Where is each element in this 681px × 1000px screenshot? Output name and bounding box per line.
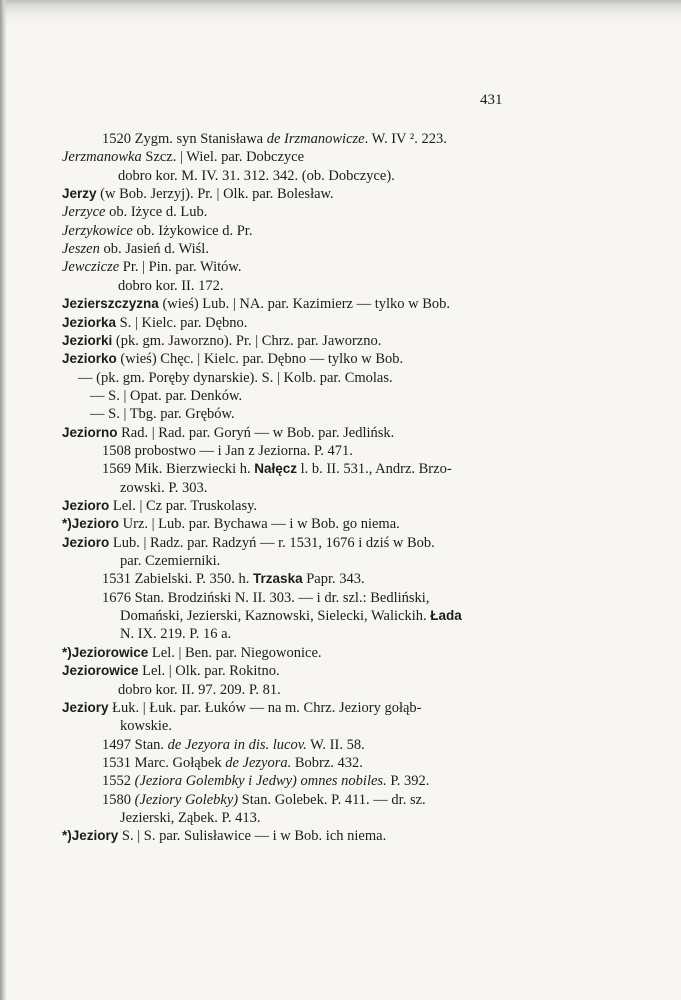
text-line	[120, 607, 462, 625]
text-line	[62, 644, 322, 662]
text-line	[118, 277, 224, 295]
entry-text: Lel. | Olk. par. Rokitno.	[138, 663, 280, 680]
text-line	[102, 130, 447, 148]
entry-text: — (pk. gm. Poręby dynarskie). S. | Kolb. par. Cmolas.	[78, 369, 393, 386]
entry-text: kowskie.	[120, 718, 172, 735]
text-line	[62, 662, 280, 680]
entry-headword: Jezierszczyzna	[62, 296, 159, 312]
text-line	[90, 405, 235, 423]
italic-text: de Jezyora.	[225, 754, 292, 771]
entry-headword: Jeziorowice	[62, 663, 139, 679]
entry-text: Papr. 343.	[302, 571, 365, 588]
entry-headword: Jeziorno	[62, 424, 118, 440]
entry-headword: Jeziorka	[62, 314, 117, 330]
entry-text: dobro kor. II. 172.	[118, 277, 224, 294]
entry-text: 1569 Mik. Bierzwiecki h.	[102, 461, 255, 478]
text-line	[62, 295, 450, 313]
text-line	[62, 222, 252, 240]
entry-text: Domański, Jezierski, Kaznowski, Sielecki, Walickih.	[120, 608, 431, 625]
text-line	[102, 589, 429, 607]
entry-headword: *)Jeziorowice	[62, 644, 149, 660]
entry-text: — S. | Opat. par. Denków.	[90, 387, 243, 404]
text-line	[102, 442, 353, 460]
text-line	[62, 534, 435, 552]
text-line	[120, 809, 261, 827]
entry-headword: Jeziorko	[62, 351, 117, 367]
entry-text: (wieś) Chęc. | Kielc. par. Dębno — tylko w Bob.	[116, 351, 404, 368]
entry-text: Urz. | Lub. par. Bychawa — i w Bob. go niema.	[119, 516, 400, 533]
text-line	[102, 736, 365, 754]
entry-text: Lel. | Cz par. Truskolasy.	[109, 498, 258, 514]
entry-text: Pr. | Pin. par. Witów.	[119, 259, 242, 276]
page-number: 431	[480, 92, 503, 108]
entry-headword: Trzaska	[253, 571, 303, 587]
text-line	[62, 497, 257, 515]
scan-shadow-top	[0, 0, 681, 24]
text-line	[62, 332, 381, 350]
text-line	[62, 240, 209, 258]
entry-text: 1676 Stan. Brodziński N. II. 303. — i dr. szl.: Bedliński,	[102, 589, 430, 606]
entry-text: (pk. gm. Jaworzno). Pr. | Chrz. par. Jaworzno.	[112, 332, 382, 349]
entry-text: ob. Iżyce d. Lub.	[105, 204, 208, 221]
scan-shadow-left	[0, 0, 7, 1000]
text-line	[120, 479, 207, 497]
entry-text: (w Bob. Jerzyj). Pr. | Olk. par. Bolesław.	[96, 186, 334, 203]
entry-headword: Jeziorki	[62, 332, 113, 348]
entry-text: 1531 Marc. Gołąbek	[102, 754, 226, 771]
entry-text: zowski. P. 303.	[120, 479, 208, 496]
entry-text: ob. Jasień d. Wiśl.	[99, 241, 209, 258]
text-line	[120, 552, 220, 570]
text-line	[120, 625, 231, 643]
text-line	[62, 314, 247, 332]
text-line	[62, 350, 403, 368]
entry-text: . W. IV ². 223.	[364, 131, 447, 147]
entry-text: Rad. | Rad. par. Goryń — w Bob. par. Jedlińsk.	[117, 424, 395, 441]
entry-text: par. Czemierniki.	[120, 553, 221, 570]
italic-text: Jeszen	[62, 241, 100, 258]
entry-text: 1580	[102, 791, 135, 808]
entry-headword: Jerzy	[62, 186, 97, 202]
entry-text: 1497 Stan.	[102, 736, 168, 753]
text-line	[78, 369, 393, 387]
text-line	[102, 460, 452, 478]
text-line	[62, 148, 304, 166]
entry-text: 1531 Zabielski. P. 350. h.	[102, 571, 254, 588]
italic-text: Jerzmanowka	[62, 149, 142, 166]
italic-text: Jerzykowice	[62, 222, 133, 239]
text-line	[102, 791, 426, 809]
text-line	[62, 258, 242, 276]
entry-text: Łuk. | Łuk. par. Łuków — na m. Chrz. Jeziory gołąb-	[108, 699, 422, 716]
entry-text: Bobrz. 432.	[291, 754, 363, 771]
entry-headword: Nałęcz	[254, 461, 298, 477]
text-line	[90, 387, 242, 405]
entry-text: P. 392.	[386, 773, 430, 790]
entry-text: Jezierski, Ząbek. P. 413.	[120, 809, 261, 826]
text-line	[118, 167, 395, 185]
entry-text: — S. | Tbg. par. Grębów.	[90, 406, 235, 423]
entry-text: W. II. 58.	[306, 736, 365, 753]
entry-headword: Łada	[430, 608, 462, 624]
entry-text: (wieś) Lub. | NA. par. Kazimierz — tylko w Bob.	[158, 296, 451, 313]
entry-text: 1552	[102, 773, 135, 790]
italic-text: (Jeziora Golembky i Jedwy) omnes nobiles.	[134, 773, 387, 790]
text-line	[62, 515, 400, 533]
entry-text: 1508 probostwo — i Jan z Jeziorna. P. 471.	[102, 442, 353, 459]
entry-text: N. IX. 219. P. 16 a.	[120, 626, 232, 643]
text-line	[62, 424, 394, 442]
entry-text: l. b. II. 531., Andrz. Brzo-	[297, 461, 452, 478]
text-line	[102, 754, 363, 772]
text-line	[62, 827, 386, 845]
text-line	[102, 772, 429, 790]
italic-text: de Jezyora in dis. lucov.	[167, 736, 307, 753]
text-line	[62, 203, 207, 221]
entry-text: Stan. Golebek. P. 411. — dr. sz.	[238, 791, 426, 808]
italic-text: (Jeziory Golebky)	[134, 791, 239, 808]
entry-text: dobro kor. M. IV. 31. 312. 342. (ob. Dobczyce).	[118, 167, 395, 184]
entry-text: 1520 Zygm. syn Stanisława	[102, 131, 267, 147]
entry-text: dobro kor. II. 97. 209. P. 81.	[118, 681, 281, 698]
entry-headword: Jezioro	[62, 498, 110, 513]
text-line	[62, 699, 422, 717]
entry-text: ob. Iżykowice d. Pr.	[132, 222, 253, 239]
entry-headword: Jezioro	[62, 534, 110, 550]
italic-text: de Irzmanowicze	[266, 131, 365, 147]
entry-text: Szcz. | Wiel. par. Dobczyce	[141, 149, 305, 166]
text-line	[118, 681, 281, 699]
text-line	[120, 717, 172, 735]
entry-text: S. | S. par. Sulisławice — i w Bob. ich niema.	[118, 828, 387, 845]
entry-text: Lel. | Ben. par. Niegowonice.	[148, 644, 322, 661]
italic-text: Jewczicze	[62, 259, 120, 276]
text-line	[102, 570, 365, 588]
text-line	[62, 185, 334, 203]
italic-text: Jerzyce	[62, 204, 106, 221]
entry-headword: *)Jeziory	[62, 828, 119, 844]
entry-text: Lub. | Radz. par. Radzyń — r. 1531, 1676 i dziś w Bob.	[109, 534, 435, 551]
entry-headword: *)Jezioro	[62, 516, 120, 532]
entry-text: S. | Kielc. par. Dębno.	[116, 314, 248, 331]
entry-headword: Jeziory	[62, 699, 109, 715]
